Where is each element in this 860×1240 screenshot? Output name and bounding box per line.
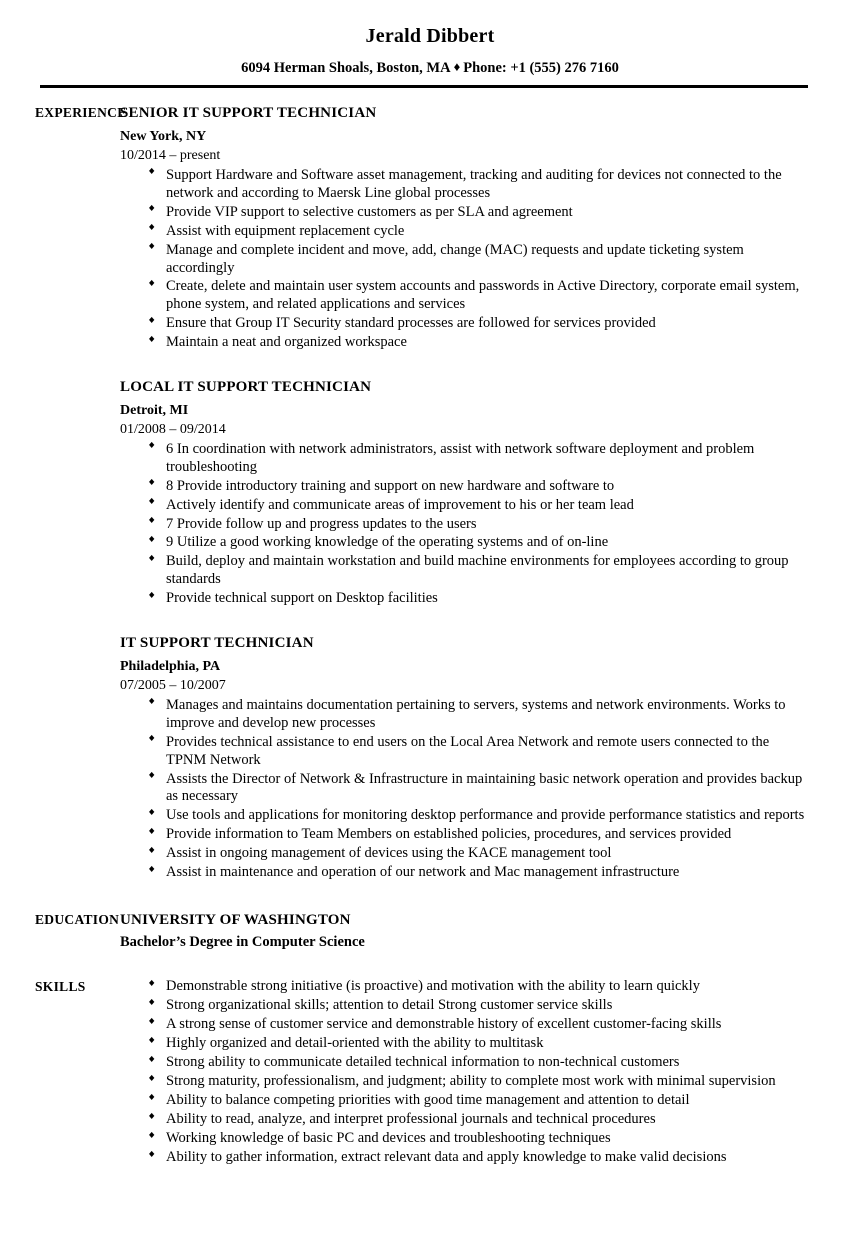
job-location: Philadelphia, PA: [120, 658, 221, 674]
skill-bullet: ◆ Ability to read, analyze, and interpret professional journals and technical procedures: [148, 1111, 808, 1129]
job-bullet-list: [120, 697, 808, 883]
job-bullet-list: [120, 441, 808, 609]
job-bullet-list: [120, 167, 808, 353]
section-experience: [0, 104, 860, 883]
section-skills: [0, 978, 860, 1168]
education-school: UNIVERSITY OF WASHINGTON: [120, 912, 351, 929]
job-bullet: ◆ Assist in maintenance and operation of our network and Mac management infrastructure: [148, 864, 808, 882]
job-title: SENIOR IT SUPPORT TECHNICIAN: [120, 105, 377, 122]
experience-entry: [120, 634, 808, 882]
contact-address: 6094 Herman Shoals, Boston, MA: [241, 60, 451, 76]
job-bullet: ◆ Use tools and applications for monitoring desktop performance and provide performance statistics and reports: [148, 807, 808, 825]
job-bullet: ◆ Assist with equipment replacement cycle: [148, 223, 808, 241]
skill-bullet: ◆ A strong sense of customer service and demonstrable history of excellent customer-facing skills: [148, 1016, 808, 1034]
job-title: IT SUPPORT TECHNICIAN: [120, 635, 314, 652]
education-degree: Bachelor’s Degree in Computer Science: [120, 933, 365, 950]
skills-entries: [120, 978, 860, 1168]
skill-bullet: ◆ Highly organized and detail-oriented with the ability to multitask: [148, 1035, 808, 1053]
job-bullet: ◆ Provides technical assistance to end users on the Local Area Network and remote users connected to the TPNM Network: [148, 734, 808, 770]
contact-phone: Phone: +1 (555) 276 7160: [463, 60, 619, 76]
skill-bullet: ◆ Ability to balance competing priorities with good time management and attention to detail: [148, 1092, 808, 1110]
job-bullet: ◆ 9 Utilize a good working knowledge of the operating systems and of on-line: [148, 534, 808, 552]
skill-bullet: ◆ Demonstrable strong initiative (is proactive) and motivation with the ability to learn quickly: [148, 978, 808, 996]
skill-bullet: ◆ Strong organizational skills; attention to detail Strong customer service skills: [148, 997, 808, 1015]
job-bullet: ◆ Ensure that Group IT Security standard processes are followed for services provided: [148, 315, 808, 333]
experience-entry: [120, 378, 808, 608]
job-bullet: ◆ Assist in ongoing management of devices using the KACE management tool: [148, 845, 808, 863]
job-location: Detroit, MI: [120, 402, 189, 418]
job-location: New York, NY: [120, 128, 207, 144]
section-label-experience: EXPERIENCE: [35, 105, 127, 121]
job-bullet: ◆ Provide technical support on Desktop facilities: [148, 590, 808, 608]
contact-line: [0, 59, 860, 77]
job-bullet: ◆ Create, delete and maintain user system accounts and passwords in Active Directory, corporate email system, phone system, and related applications and services: [148, 278, 808, 314]
skill-bullet: ◆ Strong maturity, professionalism, and judgment; ability to complete most work with minimal supervision: [148, 1073, 808, 1091]
skill-bullet: ◆ Working knowledge of basic PC and devices and troubleshooting techniques: [148, 1130, 808, 1148]
job-bullet: ◆ 6 In coordination with network administrators, assist with network software deployment and problem troubleshooting: [148, 441, 808, 477]
job-dates: 07/2005 – 10/2007: [120, 677, 226, 693]
job-bullet: ◆ Provide information to Team Members on established policies, procedures, and services provided: [148, 826, 808, 844]
section-label-skills: SKILLS: [35, 979, 86, 995]
skills-bullet-list: [120, 978, 808, 1167]
job-title: LOCAL IT SUPPORT TECHNICIAN: [120, 379, 372, 396]
job-bullet: ◆ 7 Provide follow up and progress updates to the users: [148, 516, 808, 534]
job-bullet: ◆ Assists the Director of Network & Infrastructure in maintaining basic network operation and provides backup as necessary: [148, 771, 808, 807]
experience-entry: [120, 104, 808, 352]
job-bullet: ◆ Support Hardware and Software asset management, tracking and auditing for devices not connected to the network and according to Maersk Line global processes: [148, 167, 808, 203]
job-bullet: ◆ Manages and maintains documentation pertaining to servers, systems and network environments. Works to improve and develop new processes: [148, 697, 808, 733]
skill-bullet: ◆ Ability to gather information, extract relevant data and apply knowledge to make valid decisions: [148, 1149, 808, 1167]
job-dates: 01/2008 – 09/2014: [120, 421, 226, 437]
job-bullet: ◆ Manage and complete incident and move, add, change (MAC) requests and update ticketing system accordingly: [148, 242, 808, 278]
resume-body: [0, 88, 860, 1168]
job-bullet: ◆ Build, deploy and maintain workstation and build machine environments for employees according to group standards: [148, 553, 808, 589]
candidate-name: Jerald Dibbert: [365, 25, 495, 47]
job-bullet: ◆ 8 Provide introductory training and support on new hardware and software to: [148, 478, 808, 496]
job-bullet: ◆ Provide VIP support to selective customers as per SLA and agreement: [148, 204, 808, 222]
experience-entries: [120, 104, 860, 883]
diamond-separator-icon: ♦: [453, 59, 461, 74]
section-education: [0, 911, 860, 952]
section-label-education: EDUCATION: [35, 912, 120, 928]
education-entry: [120, 911, 808, 952]
job-bullet: ◆ Maintain a neat and organized workspace: [148, 334, 808, 352]
job-bullet: ◆ Actively identify and communicate areas of improvement to his or her team lead: [148, 497, 808, 515]
job-dates: 10/2014 – present: [120, 147, 221, 163]
resume-header: [0, 0, 860, 88]
skill-bullet: ◆ Strong ability to communicate detailed technical information to non-technical customers: [148, 1054, 808, 1072]
education-entries: [120, 911, 860, 952]
